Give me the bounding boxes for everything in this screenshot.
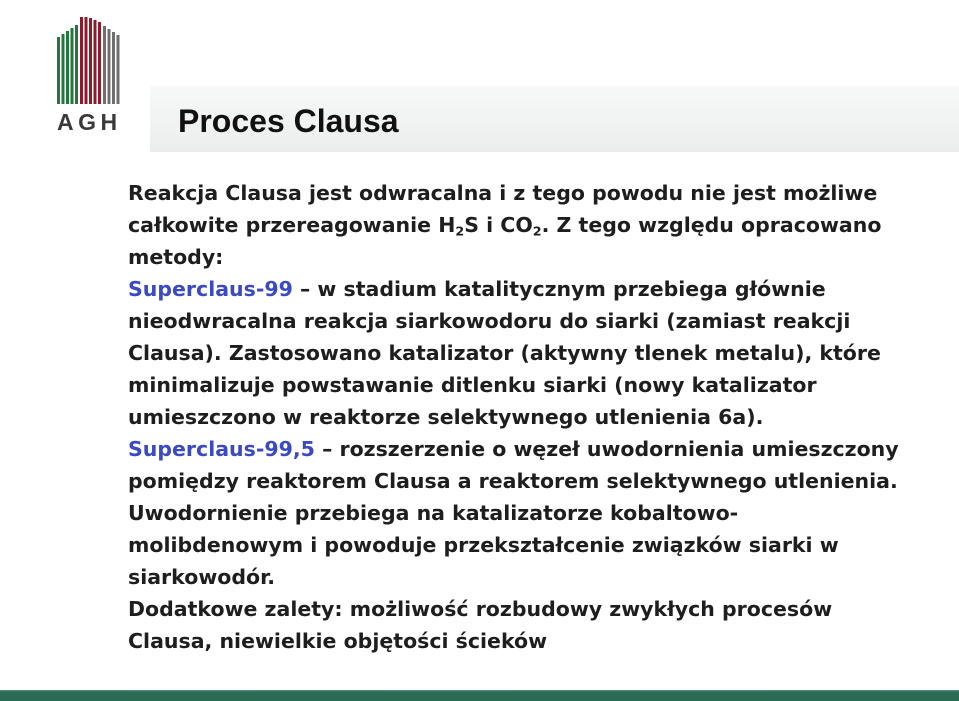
agh-logo-mark (0, 0, 140, 110)
subscript-co2: 2 (532, 223, 542, 239)
agh-logo-text: AGH (57, 109, 122, 135)
superclaus-99-line-3: Clausa). Zastosowano katalizator (aktywny tlenek metalu), które (128, 341, 881, 365)
logo-green-bars (57, 25, 78, 104)
superclaus-99-5-line-3: Uwodornienie przebiega na katalizatorze kobaltowo- (128, 501, 739, 525)
superclaus-99-5-line-2: pomiędzy reaktorem Clausa a reaktorem selektywnego utlenienia. (128, 469, 898, 493)
intro-line-2 (128, 209, 948, 241)
footer-bar (0, 690, 959, 701)
intro-line-2-text-b: S i CO (464, 213, 533, 237)
superclaus-99-line-4: minimalizuje powstawanie ditlenku siarki (nowy katalizator (128, 373, 817, 397)
advantages-line-1: Dodatkowe zalety: możliwość rozbudowy zwykłych procesów (128, 597, 833, 621)
superclaus-99-term: Superclaus-99 (128, 277, 293, 301)
intro-line-1: Reakcja Clausa jest odwracalna i z tego powodu nie jest możliwe (128, 181, 878, 205)
intro-line-3: metody: (128, 245, 224, 269)
intro-line-2-text-c: . Z tego względu opracowano (541, 213, 882, 237)
logo-gray-bars (103, 26, 120, 104)
subscript-h2s: 2 (455, 223, 465, 239)
superclaus-99-5-term: Superclaus-99,5 (128, 437, 315, 461)
superclaus-99-line-2: nieodwracalna reakcja siarkowodoru do siarki (zamiast reakcji (128, 309, 851, 333)
superclaus-99-line-1 (128, 273, 948, 305)
superclaus-99-line-1-text: – w stadium katalitycznym przebiega głównie (292, 277, 826, 301)
superclaus-99-5-line-1 (128, 433, 948, 465)
superclaus-99-5-line-5: siarkowodór. (128, 565, 276, 589)
intro-line-2-text-a: całkowite przereagowanie H (128, 213, 456, 237)
logo-red-bars (80, 17, 101, 104)
superclaus-99-5-line-4: molibdenowym i powoduje przekształcenie związków siarki w (128, 533, 839, 557)
superclaus-99-5-line-1-text: – rozszerzenie o węzeł uwodornienia umieszczony (314, 437, 899, 461)
superclaus-99-line-5: umieszczono w reaktorze selektywnego utlenienia 6a). (128, 405, 764, 429)
slide-title: Proces Clausa (178, 103, 399, 139)
advantages-line-2: Clausa, niewielkie objętości ścieków (128, 629, 548, 653)
slide-body (128, 177, 948, 657)
